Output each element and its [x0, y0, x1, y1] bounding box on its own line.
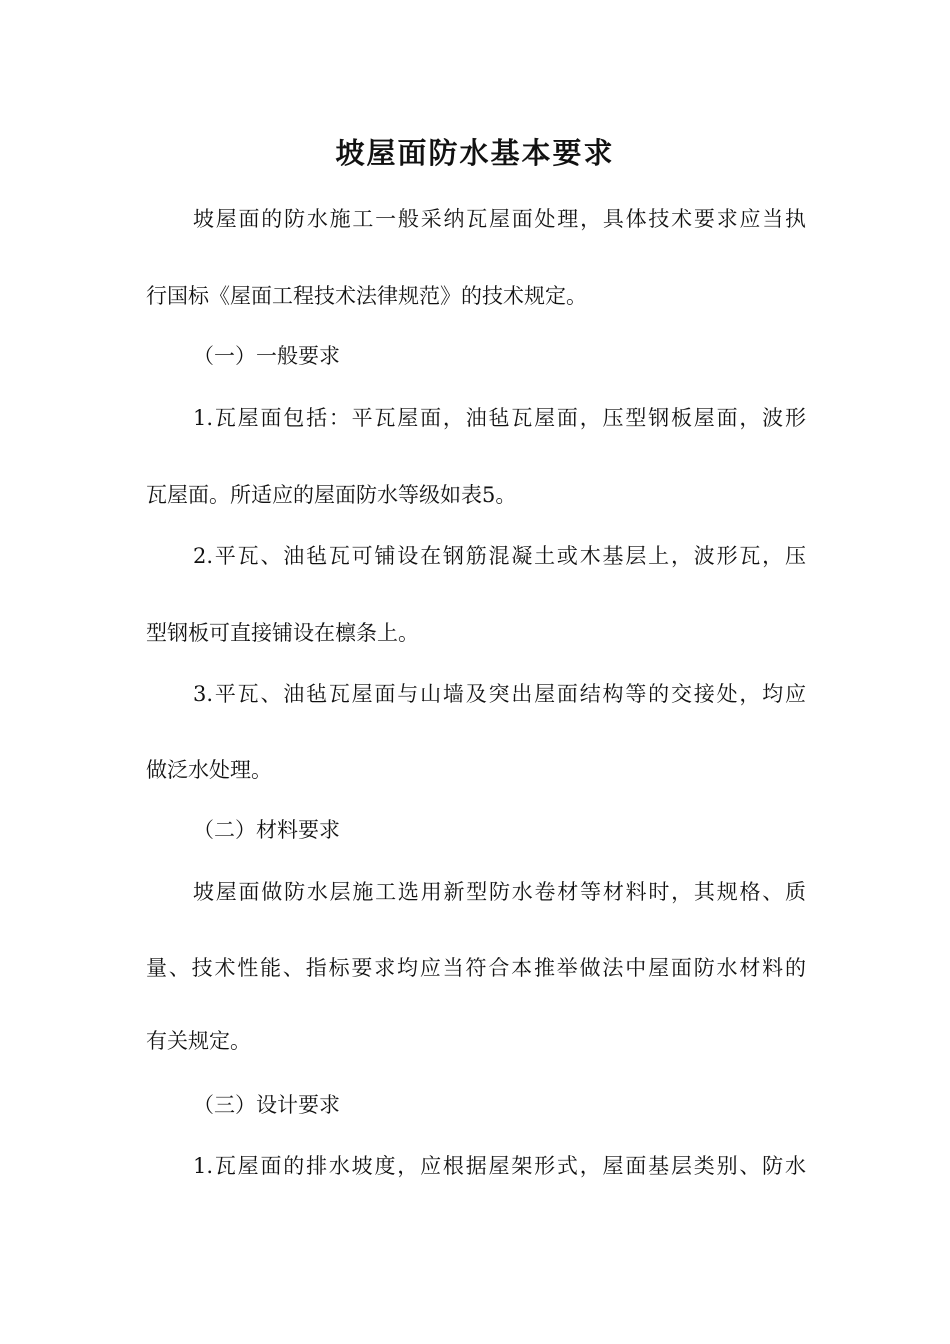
paragraph-line: 坡屋面的防水施工一般采纳瓦屋面处理，具体技术要求应当执	[193, 207, 806, 231]
paragraph-line: 行国标《屋面工程技术法律规范》的技术规定。	[146, 284, 587, 308]
paragraph-line: 瓦屋面。所适应的屋面防水等级如表5。	[146, 483, 517, 507]
paragraph-line: 2.平瓦、油毡瓦可铺设在钢筋混凝土或木基层上，波形瓦，压	[193, 544, 806, 568]
paragraph-line: 有关规定。	[146, 1029, 251, 1053]
paragraph-line: 坡屋面做防水层施工选用新型防水卷材等材料时，其规格、质	[193, 880, 806, 904]
paragraph-line: 1.瓦屋面的排水坡度，应根据屋架形式，屋面基层类别、防水	[193, 1154, 806, 1178]
paragraph-line: 3.平瓦、油毡瓦屋面与山墙及突出屋面结构等的交接处，均应	[193, 682, 806, 706]
paragraph-line: 量、技术性能、指标要求均应当符合本推举做法中屋面防水材料的	[146, 956, 806, 980]
paragraph-line: 做泛水处理。	[146, 758, 272, 782]
section-heading: （二）材料要求	[193, 818, 340, 842]
paragraph-line: 型钢板可直接铺设在檩条上。	[146, 621, 419, 645]
page-title: 坡屋面防水基本要求	[335, 136, 615, 170]
section-heading: （一）一般要求	[193, 344, 340, 368]
paragraph-line: 1.瓦屋面包括：平瓦屋面，油毡瓦屋面，压型钢板屋面，波形	[193, 406, 806, 430]
section-heading: （三）设计要求	[193, 1093, 340, 1117]
